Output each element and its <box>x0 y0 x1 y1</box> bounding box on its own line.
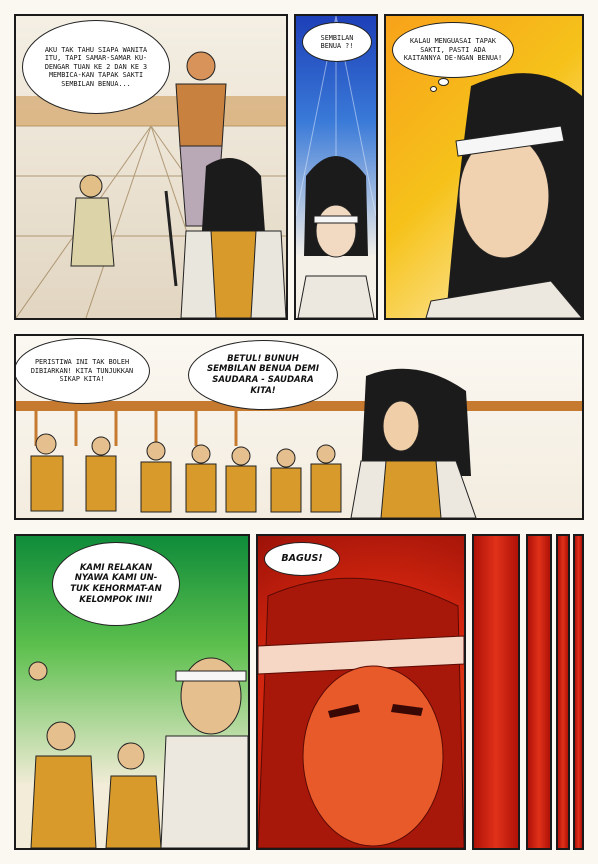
panel-6 <box>256 534 466 850</box>
crowd-figures <box>36 434 335 467</box>
speech-bubble: PERISTIWA INI TAK BOLEH DIBIARKAN! KITA TUNJUKKAN SIKAP KITA! <box>14 338 150 404</box>
panel-5 <box>14 534 250 850</box>
speech-bubble: SEMBILAN BENUA ?! <box>302 22 372 62</box>
speech-bubble: BAGUS! <box>264 542 340 576</box>
thought-bubble: KALAU MENGUASAI TAPAK SAKTI, PASTI ADA KAITANNYA DE-NGAN BENUA! <box>392 22 514 78</box>
panel-6-art <box>258 536 464 848</box>
panel-1 <box>14 14 288 320</box>
thought-dot <box>430 86 437 92</box>
panel-2 <box>294 14 378 320</box>
fighters-group-figure <box>29 658 248 848</box>
face-closeup-figure <box>258 578 464 848</box>
panel-strip-2 <box>526 534 552 850</box>
woman-headband-figure <box>298 156 374 318</box>
speech-bubble: KAMI RELAKAN NYAWA KAMI UN-TUK KEHORMAT-AN KELOMPOK INI! <box>52 542 180 626</box>
speech-bubble: BETUL! BUNUH SEMBILAN BENUA DEMI SAUDARA - SAUDARA KITA! <box>188 340 338 410</box>
speech-bubble: AKU TAK TAHU SIAPA WANITA ITU, TAPI SAMAR-SAMAR KU-DENGAR TUAN KE 2 DAN KE 3 MEMBICA-KAN TAPAK SAKTI SEMBILAN BENUA... <box>22 20 170 114</box>
panel-3 <box>384 14 584 320</box>
panel-strip-1 <box>472 534 520 850</box>
hero-swordsman-figure <box>351 369 476 518</box>
thought-dot <box>438 78 449 86</box>
panel-4 <box>14 334 584 520</box>
panel-strip-3 <box>556 534 570 850</box>
woman-closeup-figure <box>426 73 582 318</box>
panel-strip-4 <box>573 534 584 850</box>
